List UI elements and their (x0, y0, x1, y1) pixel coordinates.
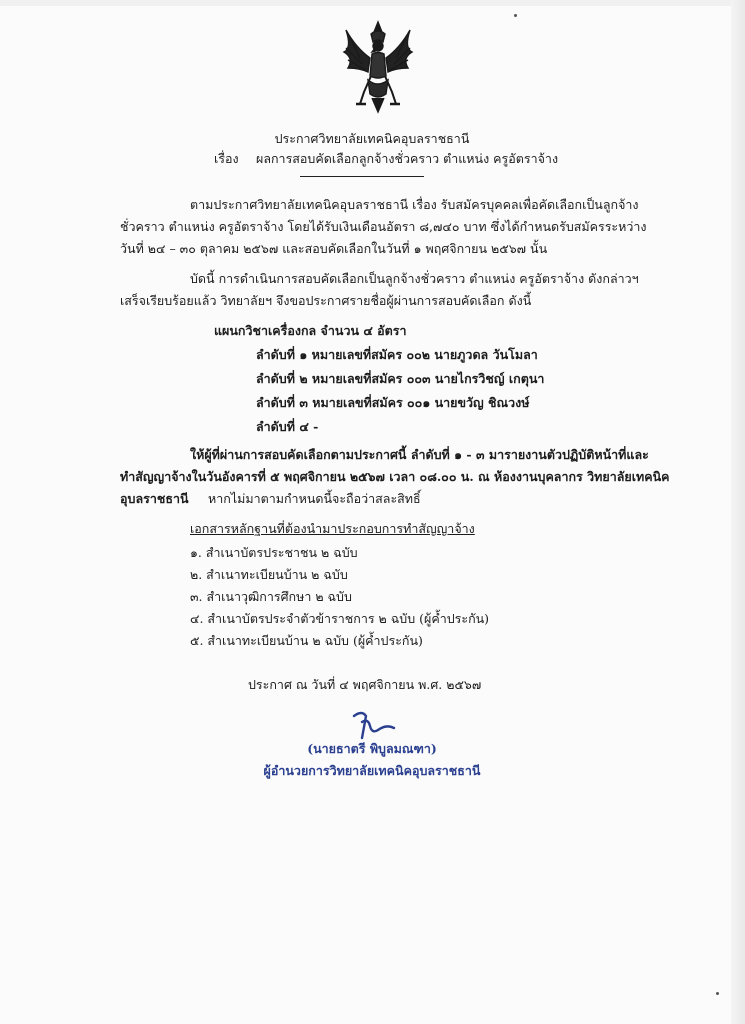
issuer-title: ประกาศวิทยาลัยเทคนิคอุบลราชธานี (274, 131, 470, 146)
result-row: ลำดับที่ ๓ หมายเลขที่สมัคร ๐๐๑ นายขวัญ ชิณวงษ์ (256, 395, 530, 410)
scan-speck (514, 14, 517, 17)
para1-line: วันที่ ๒๔ – ๓๐ ตุลาคม ๒๕๖๗ และสอบคัดเลือกในวันที่ ๑ พฤศจิกายน ๒๕๖๗ นั้น (120, 241, 548, 256)
para3-line: ทำสัญญาจ้างในวันอังคารที่ ๕ พฤศจิกายน ๒๕๖๗ เวลา ๐๘.๐๐ น. ณ ห้องงานบุคลากร วิทยาลัยเทคนิค (120, 469, 670, 484)
document-item: ๔. สำเนาบัตรประจำตัวข้าราชการ ๒ ฉบับ (ผู้ค้ำประกัน) (190, 611, 490, 626)
result-row: ลำดับที่ ๑ หมายเลขที่สมัคร ๐๐๒ นายภูวดล วันโมลา (256, 347, 538, 362)
para3-line: อุบลราชธานี (120, 491, 189, 506)
header-divider (300, 176, 424, 177)
para2-line: เสร็จเรียบร้อยแล้ว วิทยาลัยฯ จึงขอประกาศรายชื่อผู้ผ่านการสอบคัดเลือก ดังนี้ (120, 293, 532, 308)
para1-line: ตามประกาศวิทยาลัยเทคนิคอุบลราชธานี เรื่อง รับสมัครบุคคลเพื่อคัดเลือกเป็นลูกจ้าง (190, 197, 639, 212)
document-item: ๓. สำเนาวุฒิการศึกษา ๒ ฉบับ (190, 589, 352, 604)
document-item: ๒. สำเนาทะเบียนบ้าน ๒ ฉบับ (190, 567, 348, 582)
subject-label: เรื่อง (214, 151, 239, 166)
para2-line: บัดนี้ การดำเนินการสอบคัดเลือกเป็นลูกจ้างชั่วคราว ตำแหน่ง ครูอัตราจ้าง ดังกล่าวฯ (190, 271, 639, 286)
document-item: ๑. สำเนาบัตรประชาชน ๒ ฉบับ (190, 545, 358, 560)
result-row: ลำดับที่ ๒ หมายเลขที่สมัคร ๐๐๓ นายไกรวิชญ์ เกตุนา (256, 371, 545, 386)
signer-name: (นายธาตรี พิบูลมณฑา) (307, 741, 437, 756)
para3-line: ให้ผู้ที่ผ่านการสอบคัดเลือกตามประกาศนี้ ลำดับที่ ๑ - ๓ มารายงานตัวปฏิบัติหน้าที่และ (190, 447, 649, 462)
announce-date: ประกาศ ณ วันที่ ๔ พฤศจิกายน พ.ศ. ๒๕๖๗ (248, 677, 482, 692)
department-heading: แผนกวิชาเครื่องกล จำนวน ๔ อัตรา (214, 323, 407, 338)
subject-text: ผลการสอบคัดเลือกลูกจ้างชั่วคราว ตำแหน่ง ครูอัตราจ้าง (256, 151, 559, 166)
para3-line: หากไม่มาตามกำหนดนี้จะถือว่าสละสิทธิ์ (208, 491, 421, 506)
result-row: ลำดับที่ ๔ - (256, 419, 319, 434)
scan-speck (716, 992, 719, 995)
signer-title: ผู้อำนวยการวิทยาลัยเทคนิคอุบลราชธานี (263, 763, 481, 778)
garuda-emblem-icon (338, 18, 418, 116)
scan-edge-right (731, 0, 745, 1024)
documents-heading: เอกสารหลักฐานที่ต้องนำมาประกอบการทำสัญญาจ้าง (190, 521, 475, 536)
scan-edge-top (0, 0, 745, 6)
signature-icon (348, 708, 398, 744)
document-item: ๕. สำเนาทะเบียนบ้าน ๒ ฉบับ (ผู้ค้ำประกัน) (190, 633, 423, 648)
para1-line: ชั่วคราว ตำแหน่ง ครูอัตราจ้าง โดยได้รับเงินเดือนอัตรา ๘,๗๔๐ บาท ซึ่งได้กำหนดรับสมัครระหว่าง (120, 219, 647, 234)
